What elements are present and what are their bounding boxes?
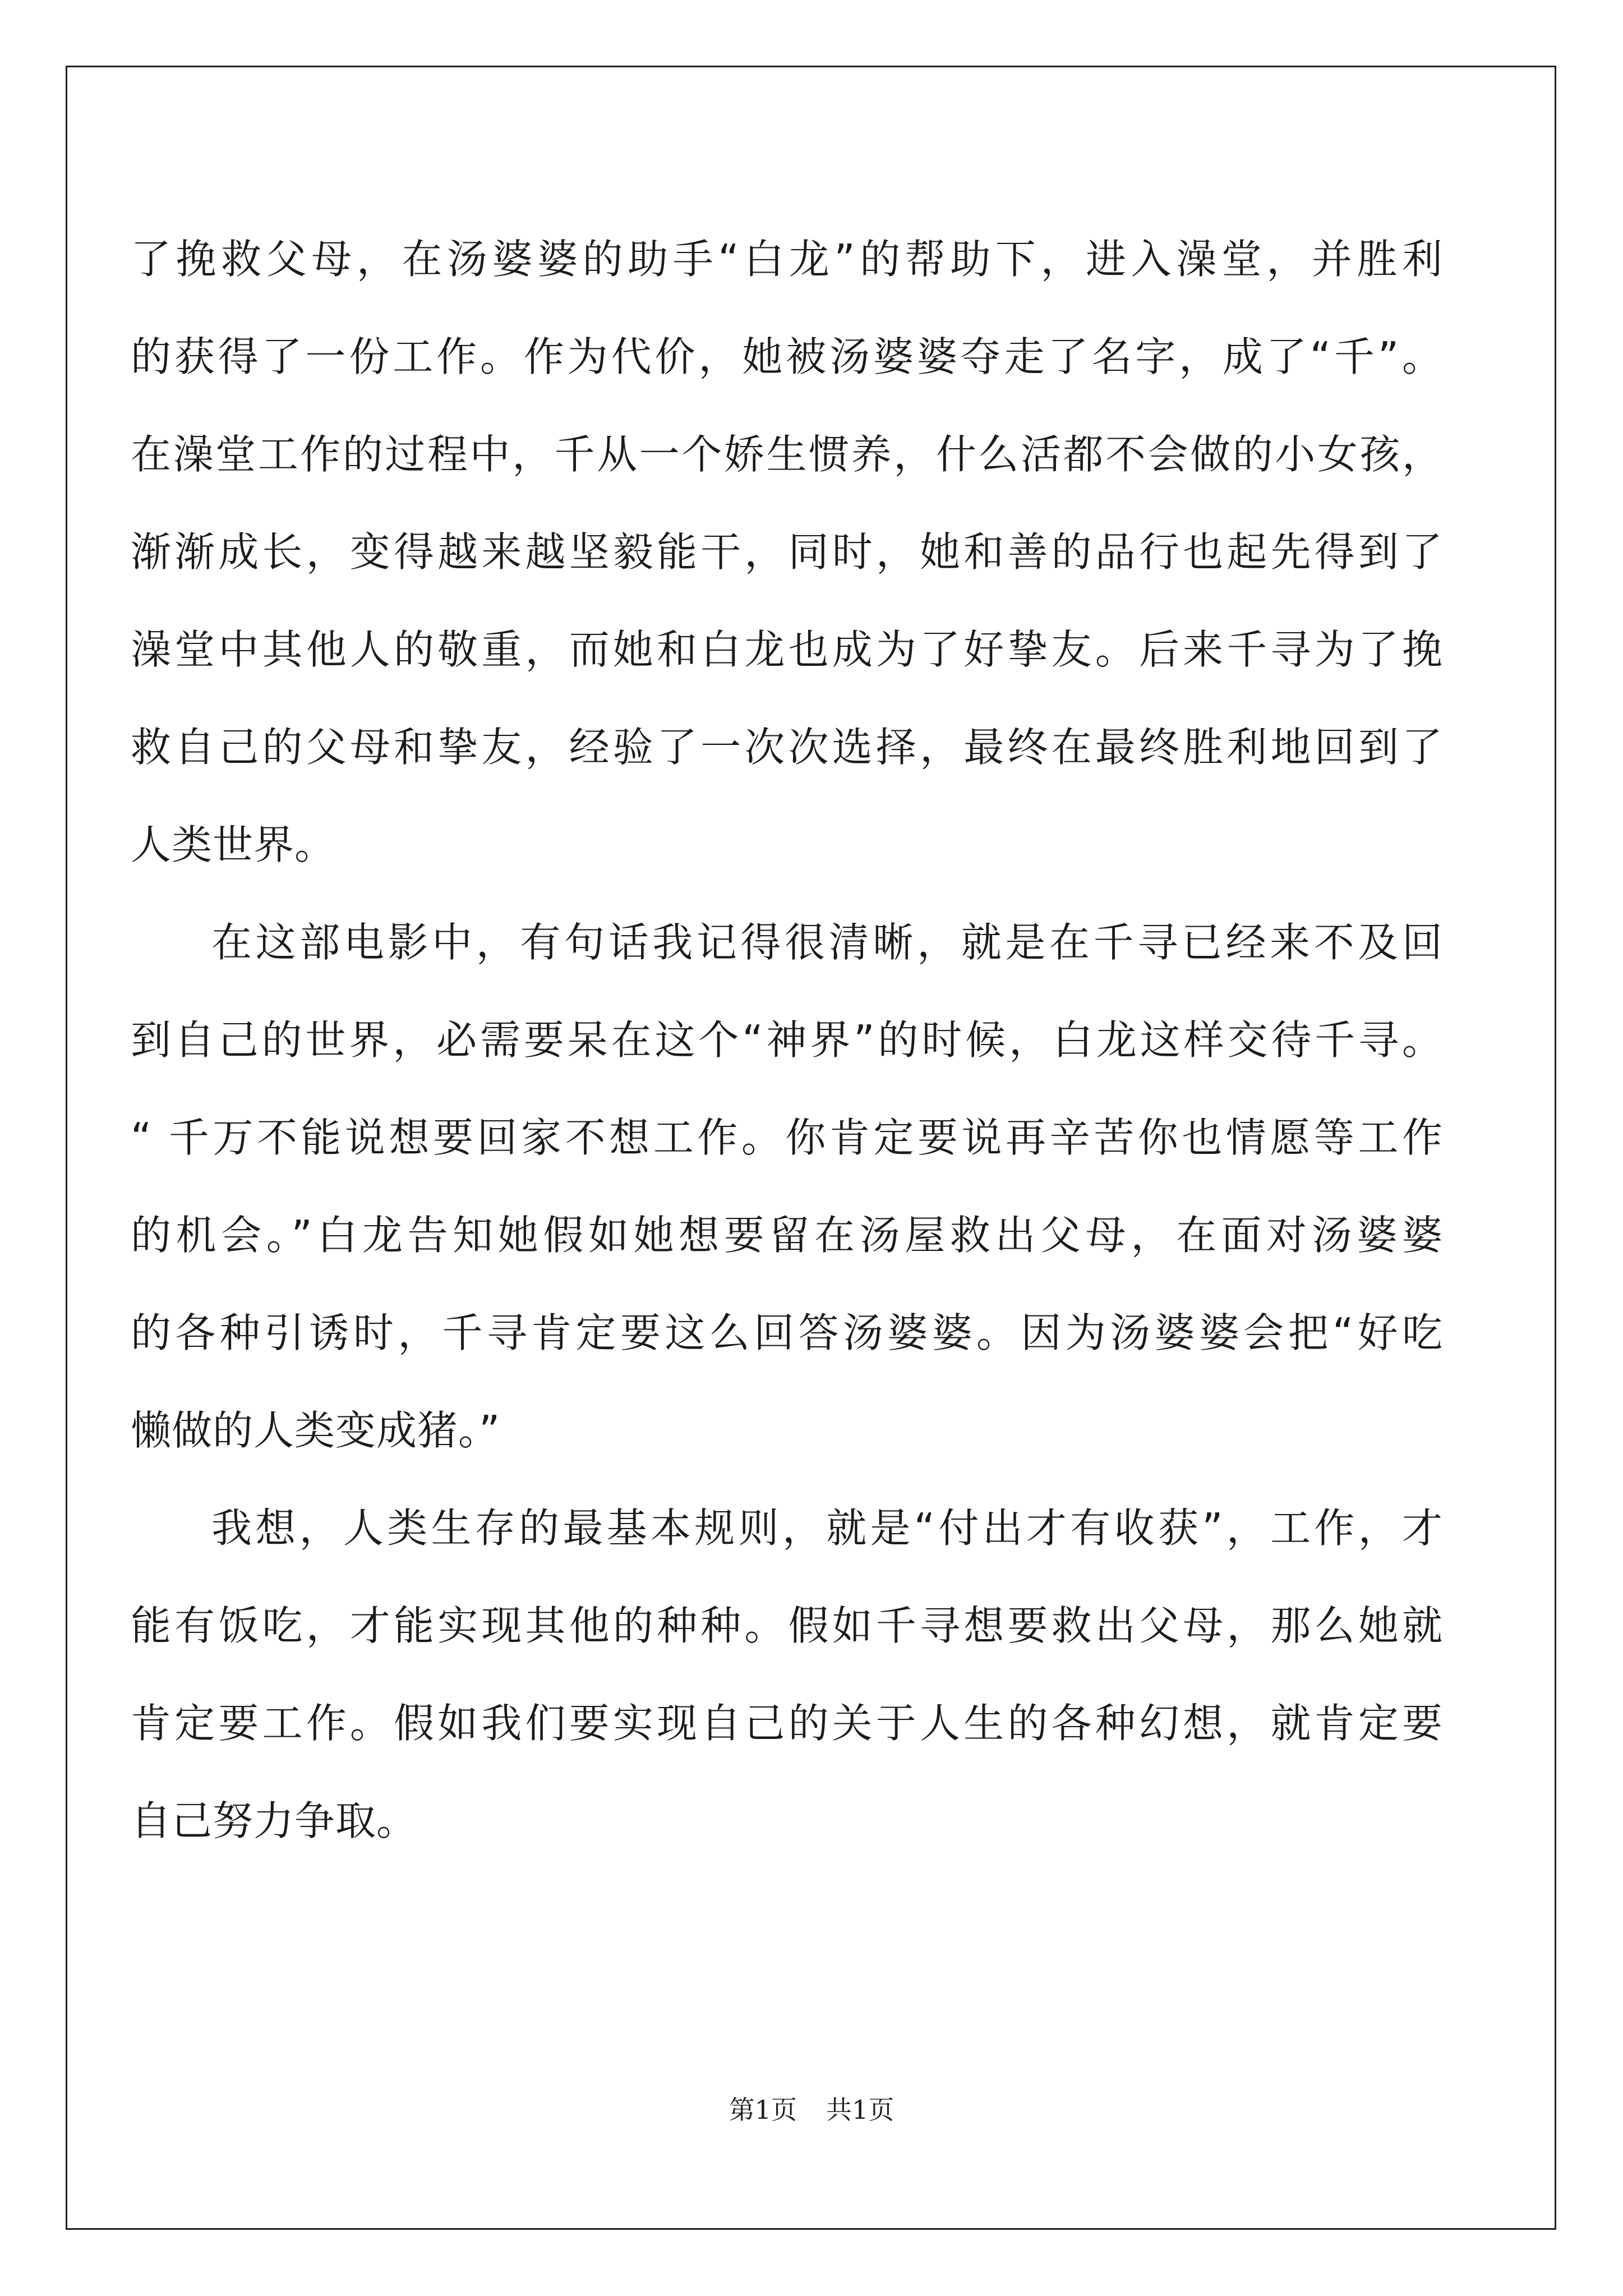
text-line: 我想，人类生存的最基本规则，就是“付出才有收获”，工作，才 bbox=[211, 1504, 1443, 1552]
text-line: 救自己的父母和挚友，经验了一次次选择，最终在最终胜利地回到了 bbox=[131, 724, 1443, 771]
text-line: 的机会。”白龙告知她假如她想要留在汤屋救出父母，在面对汤婆婆 bbox=[131, 1212, 1443, 1259]
text-line: 在这部电影中，有句话我记得很清晰，就是在千寻已经来不及回 bbox=[211, 919, 1443, 966]
text-line: 能有饭吃，才能实现其他的种种。假如千寻想要救出父母，那么她就 bbox=[131, 1602, 1443, 1649]
text-line: 了挽救父母，在汤婆婆的助手“白龙”的帮助下，进入澡堂，并胜利 bbox=[131, 236, 1443, 283]
text-line: 人类世界。 bbox=[131, 821, 336, 868]
text-line: 渐渐成长，变得越来越坚毅能干，同时，她和善的品行也起先得到了 bbox=[131, 528, 1443, 576]
text-line: 的各种引诱时，千寻肯定要这么回答汤婆婆。因为汤婆婆会把“好吃 bbox=[131, 1309, 1443, 1356]
text-line: 的获得了一份工作。作为代价，她被汤婆婆夺走了名字，成了“千”。 bbox=[131, 333, 1443, 380]
page-number-total: 共1页 bbox=[826, 2095, 895, 2125]
text-line: 肯定要工作。假如我们要实现自己的关于人生的各种幻想，就肯定要 bbox=[131, 1700, 1443, 1747]
text-line: 澡堂中其他人的敬重，而她和白龙也成为了好挚友。后来千寻为了挽 bbox=[131, 626, 1443, 673]
text-line: “ 千万不能说想要回家不想工作。你肯定要说再辛苦你也情愿等工作 bbox=[131, 1114, 1443, 1161]
text-line: 懒做的人类变成猪。” bbox=[131, 1407, 501, 1454]
text-line: 到自己的世界，必需要呆在这个“神界”的时候，白龙这样交待千寻。 bbox=[131, 1016, 1443, 1064]
text-line: 自己努力争取。 bbox=[131, 1797, 418, 1844]
page-footer bbox=[0, 2090, 1623, 2127]
page-number-current: 第1页 bbox=[728, 2095, 797, 2125]
document-body bbox=[131, 210, 1443, 1870]
text-line: 在澡堂工作的过程中，千从一个娇生惯养，什么活都不会做的小女孩， bbox=[131, 431, 1443, 478]
